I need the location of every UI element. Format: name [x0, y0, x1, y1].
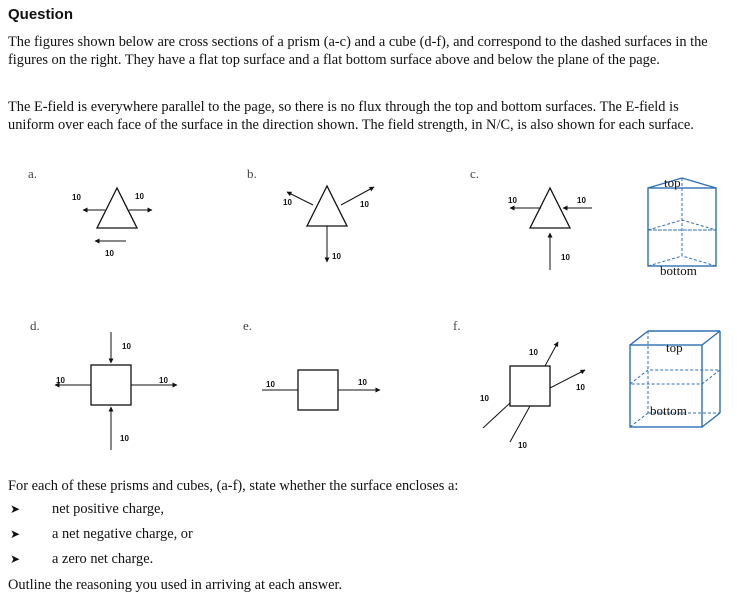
figure-label-d: d. [30, 318, 40, 333]
prism-edge [682, 178, 716, 188]
field-strength-right: 10 [576, 383, 585, 392]
prism-cross-section [307, 186, 347, 226]
figure-e [262, 370, 380, 410]
figure-f [480, 342, 585, 450]
figure-label-c: c. [470, 166, 480, 181]
cube-edge [702, 413, 720, 427]
bullet-arrow-icon: ➤ [10, 527, 21, 541]
field-strength-bottom: 10 [105, 249, 114, 258]
field-line-bottom [510, 406, 530, 442]
bullet-arrow-icon: ➤ [10, 502, 21, 516]
field-strength-left: 10 [72, 193, 81, 202]
figure-label-a: a. [28, 166, 38, 181]
figure-label-e: e. [243, 318, 253, 333]
cube-diagram [630, 331, 720, 427]
figure-d [55, 332, 177, 450]
question-heading: Question [8, 6, 74, 23]
field-strength-bottom: 10 [518, 441, 527, 450]
field-strength-bottom: 10 [332, 252, 341, 261]
field-paragraph: The E-field is everywhere parallel to the page, so there is no flux through the top and bottom surfaces. The E-field is uniform over each face of the surface in the direction shown. The field strength, in N/C, is also shown for each surface. [8, 99, 694, 133]
field-strength-left: 10 [56, 376, 65, 385]
cube-hidden-edge [630, 413, 648, 427]
cube-cross-section [298, 370, 338, 410]
figure-label-b: b. [247, 166, 257, 181]
cube-edge [702, 331, 720, 345]
field-strength-top: 10 [122, 342, 131, 351]
intro-paragraph: The figures shown below are cross sections of a prism (a-c) and a cube (d-f), and correspond to the dashed surfaces in the figures on the right. They have a flat top surface and a flat bottom surface above and below the plane of the page. [8, 34, 708, 68]
prism-diagram [648, 175, 716, 278]
bullet-arrow-icon: ➤ [10, 552, 21, 566]
cube-top-label: top [666, 340, 683, 355]
field-strength-left: 10 [508, 196, 517, 205]
cube-cross-section [510, 366, 550, 406]
field-arrow-top [545, 342, 558, 366]
prism-cross-section [97, 188, 137, 228]
option-text: a net negative charge, or [52, 526, 193, 542]
figure-label-f: f. [453, 318, 461, 333]
option-text: net positive charge, [52, 501, 165, 517]
field-strength-bottom: 10 [120, 434, 129, 443]
prism-bottom-label: bottom [660, 263, 697, 278]
field-line-lower-left [483, 403, 510, 428]
cube-edge [630, 331, 648, 345]
field-strength-right: 10 [358, 378, 367, 387]
field-strength-right: 10 [577, 196, 586, 205]
prism-top-label: top [664, 175, 681, 190]
closing-paragraph: Outline the reasoning you used in arriving at each answer. [8, 577, 343, 593]
field-strength-left: 10 [480, 394, 489, 403]
field-strength-right: 10 [135, 192, 144, 201]
option-text: a zero net charge. [52, 551, 154, 567]
field-arrow-right [341, 187, 374, 205]
figure-a [72, 188, 152, 258]
figure-c [508, 188, 592, 270]
field-strength-left: 10 [266, 380, 275, 389]
figure-b [283, 186, 374, 262]
task-paragraph: For each of these prisms and cubes, (a-f), state whether the surface encloses a: [8, 478, 459, 494]
field-strength-right: 10 [159, 376, 168, 385]
field-strength-right: 10 [360, 200, 369, 209]
field-strength-top: 10 [529, 348, 538, 357]
field-strength-bottom: 10 [561, 253, 570, 262]
cube-bottom-label: bottom [650, 403, 687, 418]
field-strength-left: 10 [283, 198, 292, 207]
cube-dashed-section [630, 370, 720, 384]
cube-cross-section [91, 365, 131, 405]
